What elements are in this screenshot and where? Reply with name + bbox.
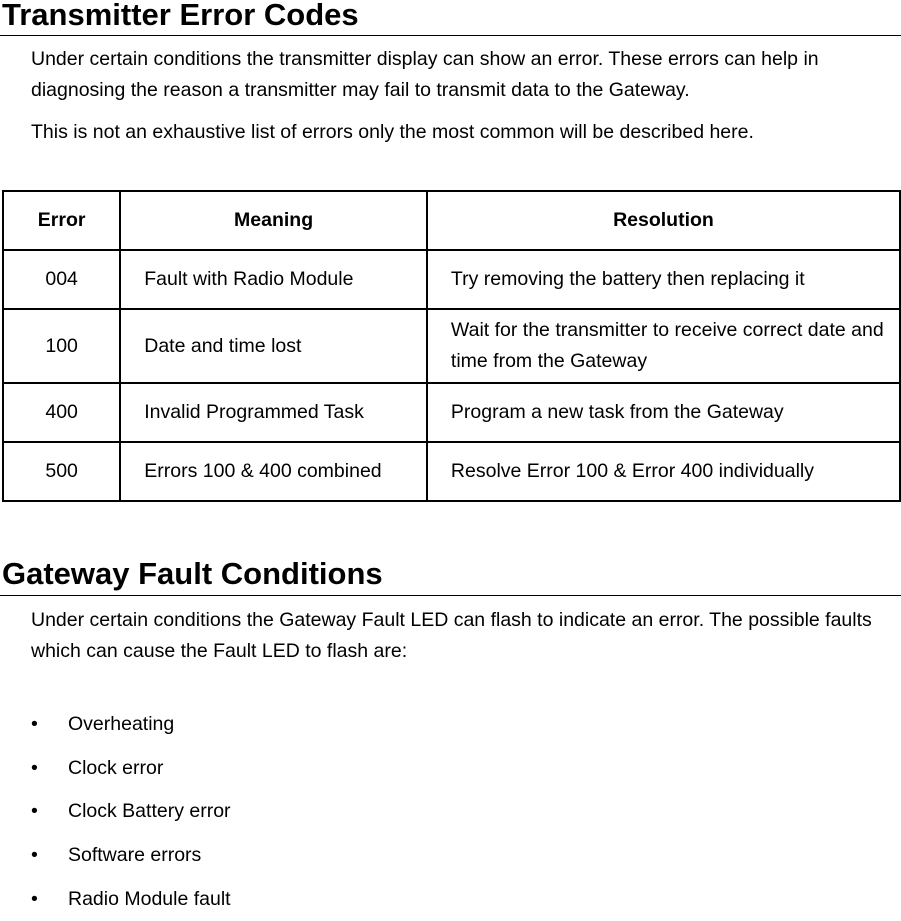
heading-underline	[0, 35, 901, 36]
error-resolution: Wait for the transmitter to receive correct date and time from the Gateway	[427, 309, 900, 383]
bullet-icon: •	[31, 800, 38, 823]
table-row	[3, 250, 900, 309]
error-resolution: Program a new task from the Gateway	[427, 383, 900, 442]
bullet-icon: •	[31, 713, 38, 735]
error-code: 100	[3, 309, 120, 383]
error-code: 400	[3, 383, 120, 442]
error-resolution: Try removing the battery then replacing it	[427, 250, 900, 309]
fault-label: Clock Battery error	[68, 800, 231, 823]
heading-underline	[0, 595, 901, 596]
table-row	[3, 383, 900, 442]
disclaimer-paragraph: This is not an exhaustive list of errors only the most common will be described here.	[31, 121, 754, 143]
header-meaning: Meaning	[120, 191, 427, 250]
section-title-gateway-fault-conditions: Gateway Fault Conditions	[2, 556, 383, 591]
fault-label: Overheating	[68, 713, 175, 735]
bullet-icon: •	[31, 844, 38, 867]
bullet-icon: •	[31, 887, 38, 910]
fault-label: Clock error	[68, 756, 164, 779]
intro-paragraph: Under certain conditions the transmitter display can show an error. These errors can help in diagnosing the reason a transmitter may fail to transmit data to the Gateway.	[31, 48, 819, 101]
error-meaning: Date and time lost	[120, 309, 427, 383]
error-meaning: Errors 100 & 400 combined	[120, 442, 427, 501]
header-resolution: Resolution	[427, 191, 900, 250]
error-resolution: Resolve Error 100 & Error 400 individually	[427, 442, 900, 501]
section-title-transmitter-error-codes: Transmitter Error Codes	[2, 0, 359, 32]
error-meaning: Invalid Programmed Task	[120, 383, 427, 442]
header-error: Error	[3, 191, 120, 250]
table-row	[3, 442, 900, 501]
error-code: 004	[3, 250, 120, 309]
fault-intro-paragraph: Under certain conditions the Gateway Fault LED can flash to indicate an error. The possible faults which can cause the Fault LED to flash are:	[31, 609, 872, 662]
table-header-row	[3, 191, 900, 250]
table-row	[3, 309, 900, 383]
bullet-icon: •	[31, 756, 38, 779]
fault-label: Radio Module fault	[68, 887, 231, 910]
error-code: 500	[3, 442, 120, 501]
fault-label: Software errors	[68, 844, 202, 867]
error-codes-table	[2, 190, 901, 502]
error-meaning: Fault with Radio Module	[120, 250, 427, 309]
